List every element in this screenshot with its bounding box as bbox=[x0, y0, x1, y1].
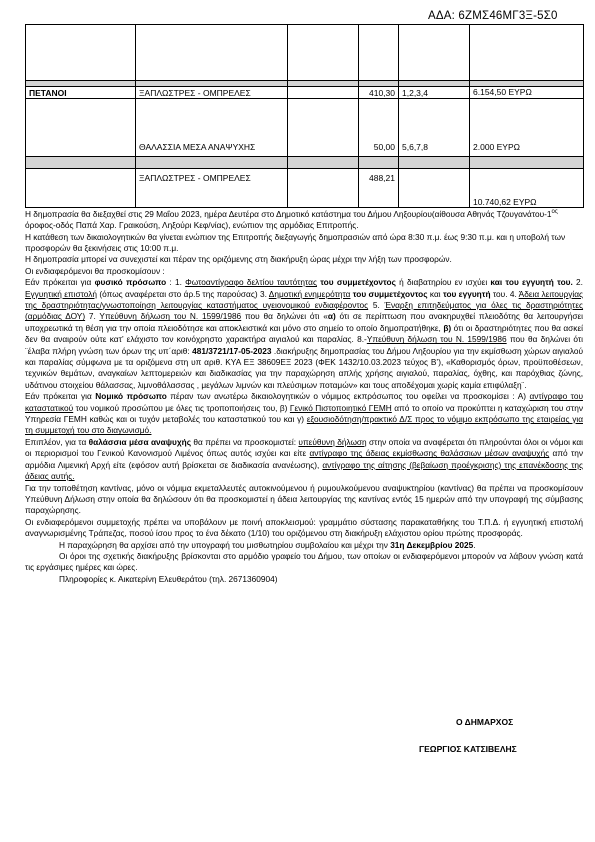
table-row bbox=[26, 99, 584, 157]
text: 31η Δεκεμβρίου 2025 bbox=[390, 539, 474, 550]
area-cell: ΠΕΤΑΝΟΙ bbox=[26, 87, 136, 99]
text: του νομικού προσώπου με όλες τις τροποποιήσεις του, β) bbox=[73, 402, 290, 413]
paragraph: Για την τοποθέτηση καντίνας, μόνο οι νόμιμα εκμεταλλευτές αυτοκινούμενου ή ρυμουλκούμενου αναψυκτηρίου (καντίνας) θα πρέπει να προσκομίσουν Υπεύθυνη Δήλωση στην οποία θα δηλώσουν ότι θα προσκομιστεί η άδεια λειτουργίας της καντίνας εντός 15 ημερών από την υπογραφή της σύμβασης παραχώρησης. bbox=[25, 482, 583, 516]
text: θαλάσσια μέσα αναψυχής bbox=[88, 436, 192, 447]
text: (όπως αναφέρεται στο άρ.5 της παρούσας) 3. bbox=[96, 288, 269, 299]
signatory-name: ΓΕΩΡΓΙΟΣ ΚΑΤΣΙΒΕΛΗΣ bbox=[419, 744, 517, 754]
ada-code: ΑΔΑ: 6ΖΜΣ46ΜΓ3Ξ-5Σ0 bbox=[428, 10, 558, 22]
paragraph: Πληροφορίες κ. Αικατερίνη Ελευθεράτου (τηλ. 2671360904) bbox=[59, 573, 278, 584]
paragraph bbox=[25, 540, 583, 551]
area-m2-cell: 488,21 bbox=[359, 169, 399, 208]
paragraph: Οι ενδιαφερόμενοι συμμετοχής πρέπει να υποβάλουν με ποινή αποκλεισμού: γραμμάτιο σύστασης παρακαταθήκης του Τ.Π.Δ. ή εγγυητική επιστολή αναγνωρισμένης Τράπεζας, ποσού ίσου προς το ένα δέκατο (1/10) του οριζόμενου στη διακήρυξη ελάχιστου ορίου πρώτης προσφοράς. bbox=[25, 516, 583, 539]
paragraph bbox=[25, 391, 583, 437]
text: 481/3721/17-05-2023 bbox=[192, 345, 272, 356]
table-row bbox=[26, 25, 584, 81]
auction-table bbox=[25, 24, 584, 208]
text: Νομικό πρόσωπο bbox=[95, 391, 167, 402]
notice-body bbox=[25, 207, 583, 585]
text: Εγγυητική επιστολή bbox=[25, 288, 97, 299]
text: ότι οι δραστηριότητες που θα ασκεί δεν θα αναιρούν ούτε κατ’ ελάχιστο τον κοινόχρηστο χαρακτήρα αιγιαλού και παραλίας. 8.- bbox=[25, 322, 583, 345]
text: Η παραχώρηση θα αρχίσει από την υπογραφή του μισθωτηρίου συμβολαίου και μέχρι την bbox=[59, 539, 391, 550]
text: Υπεύθυνη δήλωση του Ν. 1599/1986 bbox=[99, 311, 242, 322]
text: Γενικό Πιστοποιητικό ΓΕΜΗ bbox=[289, 402, 392, 413]
text: του εγγυητή bbox=[442, 288, 491, 299]
area-cell bbox=[26, 99, 136, 157]
price-cell: 2.000 ΕΥΡΩ bbox=[470, 99, 584, 157]
text: θα πρέπει να προσκομιστεί: bbox=[191, 436, 299, 447]
text: αντίγραφο της αίτησης (βεβαίωση προέγκρισης) της επανέκδοσης της άδειας αυτής. bbox=[25, 459, 583, 482]
positions-cell: 5,6,7,8 bbox=[399, 99, 470, 157]
text: . bbox=[473, 539, 476, 550]
paragraph: Η δημοπρασία μπορεί να συνεχιστεί και πέραν της οριζόμενης στη διακήρυξη ώρας μέχρι την λήξη των προσφορών. bbox=[25, 254, 452, 265]
text: Επιπλέον, για τα bbox=[25, 436, 89, 447]
price-cell: 6.154,50 ΕΥΡΩ bbox=[470, 87, 584, 99]
text: από την αρμόδια Λιμενική Αρχή είτε (εφόσον αυτή βρίσκεται σε διαδικασία ανανέωσης), bbox=[25, 448, 583, 470]
text: του συμμετέχοντος bbox=[350, 288, 428, 299]
paragraph: Οι όροι της σχετικής διακήρυξης βρίσκονται στο αρμόδιο γραφείο του Δήμου, των οποίων οι ενδιαφερόμενοι μπορούν να λάβουν γνώση κατά τις εργάσιμες ημέρες και ώρες. bbox=[25, 550, 583, 573]
text: και του εγγυητή του. bbox=[490, 277, 573, 288]
text: Έναρξη επιτηδεύματος για όλες τις δραστηριότητες (αρμόδιας ΔΟΥ) bbox=[25, 300, 584, 322]
text: Υπεύθυνη δήλωση του Ν. 1599/1986 bbox=[366, 334, 507, 345]
positions-cell bbox=[399, 169, 470, 208]
text: : 1. bbox=[166, 277, 186, 288]
paragraph: Οι ενδιαφερόμενοι θα προσκομίσουν : bbox=[25, 265, 165, 276]
text: 2. bbox=[572, 277, 583, 288]
text: 5. bbox=[368, 300, 385, 311]
text: από το οποίο να προκύπτει η καταχώριση του στην Υπηρεσία ΓΕΜΗ καθώς και οι τυχόν μεταβολές του καταστατικού του και γ) bbox=[25, 402, 583, 425]
paragraph bbox=[25, 207, 583, 232]
text: και bbox=[427, 288, 443, 299]
text: του συμμετέχοντος bbox=[316, 277, 396, 288]
use-cell: ΘΑΛΑΣΣΙΑ ΜΕΣΑ ΑΝΑΨΥΧΗΣ bbox=[136, 99, 288, 157]
use-cell: ΞΑΠΛΩΣΤΡΕΣ - ΟΜΠΡΕΛΕΣ bbox=[136, 87, 288, 99]
positions-cell: 1,2,3,4 bbox=[399, 87, 470, 99]
area-cell bbox=[26, 169, 136, 208]
text: φυσικό πρόσωπο bbox=[94, 277, 167, 288]
use-cell: ΞΑΠΛΩΣΤΡΕΣ - ΟΜΠΡΕΛΕΣ bbox=[136, 169, 288, 208]
text: εξουσιοδότηση/πρακτικό Δ/Σ προς το νόμιμο εκπρόσωπο της εταιρείας για τη συμμετοχή του στο διαγωνισμό. bbox=[25, 414, 583, 436]
text: αντίγραφο της άδειας εκμίσθωσης θαλάσσιων μέσων αναψυχής bbox=[309, 448, 550, 459]
text: ότι σε περίπτωση που ανακηρυχθεί πλειοδότης θα λειτουργήσει υποχρεωτικά τη θέση για την οποία πλειοδότησε και αποκλειστικά και μόνο στο σημείο το οποίο δημοπρατήθηκε, bbox=[25, 311, 583, 333]
text: στην οποία να αναφέρεται ότι πληρούνται όλοι οι νόμοι και οι περιορισμοί του Γενικού Κανονισμού Λιμένος όπως αυτός ισχύει και είτε bbox=[25, 436, 583, 459]
text: που θα δηλώνει ότι « bbox=[241, 311, 328, 322]
text: β) bbox=[443, 322, 452, 333]
text: πέραν των ανωτέρω δικαιολογητικών ο νόμιμος εκπρόσωπος του οφείλει να προσκομίσει : Α) bbox=[166, 391, 530, 402]
text: αντίγραφο του καταστατικού bbox=[25, 391, 583, 413]
text: Εάν πρόκειται για bbox=[25, 391, 96, 402]
text: όροφος-οδός Παπά Χαρ. Γραικούση, Ληξούρι Κεφ/νίας), ενώπιον της αρμόδιας Επιτροπής. bbox=[25, 220, 359, 231]
text: Η δημοπρασία θα διεξαχθεί στις 29 Μαΐου 2023, ημέρα Δευτέρα στο Δημοτικό κατάστημα του Δήμου Ληξουρίου(αίθουσα Αθηνάς Τζουγανάτου-1 bbox=[25, 208, 552, 219]
text: α) bbox=[327, 311, 336, 322]
paragraph bbox=[25, 277, 583, 391]
area-m2-cell: 50,00 bbox=[359, 99, 399, 157]
text: 7. bbox=[85, 311, 100, 322]
text: .διακήρυξης δημοπρασίας του Δήμου Ληξουρίου για την εκμίσθωση χώρων αιγιαλού και παραλίας σύμφωνα με τα οριζόμενα στη υπ αριθ. ΚΥΑ ΕΞ 38609ΕΞ 2023 (ΦΕΚ 1432/10.03.2023 τεύχος Β’), «Καθορισμός όρων, προϋποθέσεων, τεχνικών θεμάτων, αναγκαίων λεπτομερειών και διαδικασίας για την παραχώρηση απλής χρήσης αιγιαλού, παραλίας, όχθης, και παρόχθιας ζώνης, υδάτινου στοιχείου θάλασσας, λιμνοθάλασσας , μεγάλων λιμνών και πλεύσιμων ποταμών» και τους αποδέχομαι χωρίς καμία επιφύλαξη¨. bbox=[25, 345, 583, 390]
signatory-title: Ο ΔΗΜΑΡΧΟΣ bbox=[456, 717, 514, 727]
paragraph: Η κατάθεση των δικαιολογητικών θα γίνεται ενώπιον της Επιτροπής διεξαγωγής δημοπρασιών από ώρα 8:30 π.μ. έως 9:30 π.μ. και η υποβολή των προσφορών θα ξεκινήσεις στις 10:00 π.μ. bbox=[25, 231, 566, 253]
table-row bbox=[26, 157, 584, 169]
text: Εάν πρόκειται για bbox=[25, 277, 95, 288]
text: υπεύθυνη δήλωση bbox=[298, 436, 367, 447]
text: Άδεια λειτουργίας της δραστηριότητας/γνωστοποίηση λειτουργίας καταστήματος υγειονομικού ενδιαφέροντος bbox=[25, 288, 584, 311]
text: ος bbox=[551, 209, 558, 215]
area-m2-cell: 410,30 bbox=[359, 87, 399, 99]
table-row bbox=[26, 87, 584, 99]
text: ή διαβατηρίου εν ισχύει bbox=[395, 277, 491, 288]
text: Δημοτική ενημερότητα bbox=[268, 288, 351, 299]
text: του. 4. bbox=[490, 288, 519, 299]
price-cell: 10.740,62 ΕΥΡΩ bbox=[470, 169, 584, 208]
text: που θα δηλώνει ότι ¨έλαβα πλήρη γνώση των όρων της υπ΄αριθ: bbox=[25, 334, 583, 356]
table-row bbox=[26, 169, 584, 208]
text: Φωτοαντίγραφο δελτίου ταυτότητας bbox=[185, 277, 317, 288]
paragraph bbox=[25, 437, 583, 483]
